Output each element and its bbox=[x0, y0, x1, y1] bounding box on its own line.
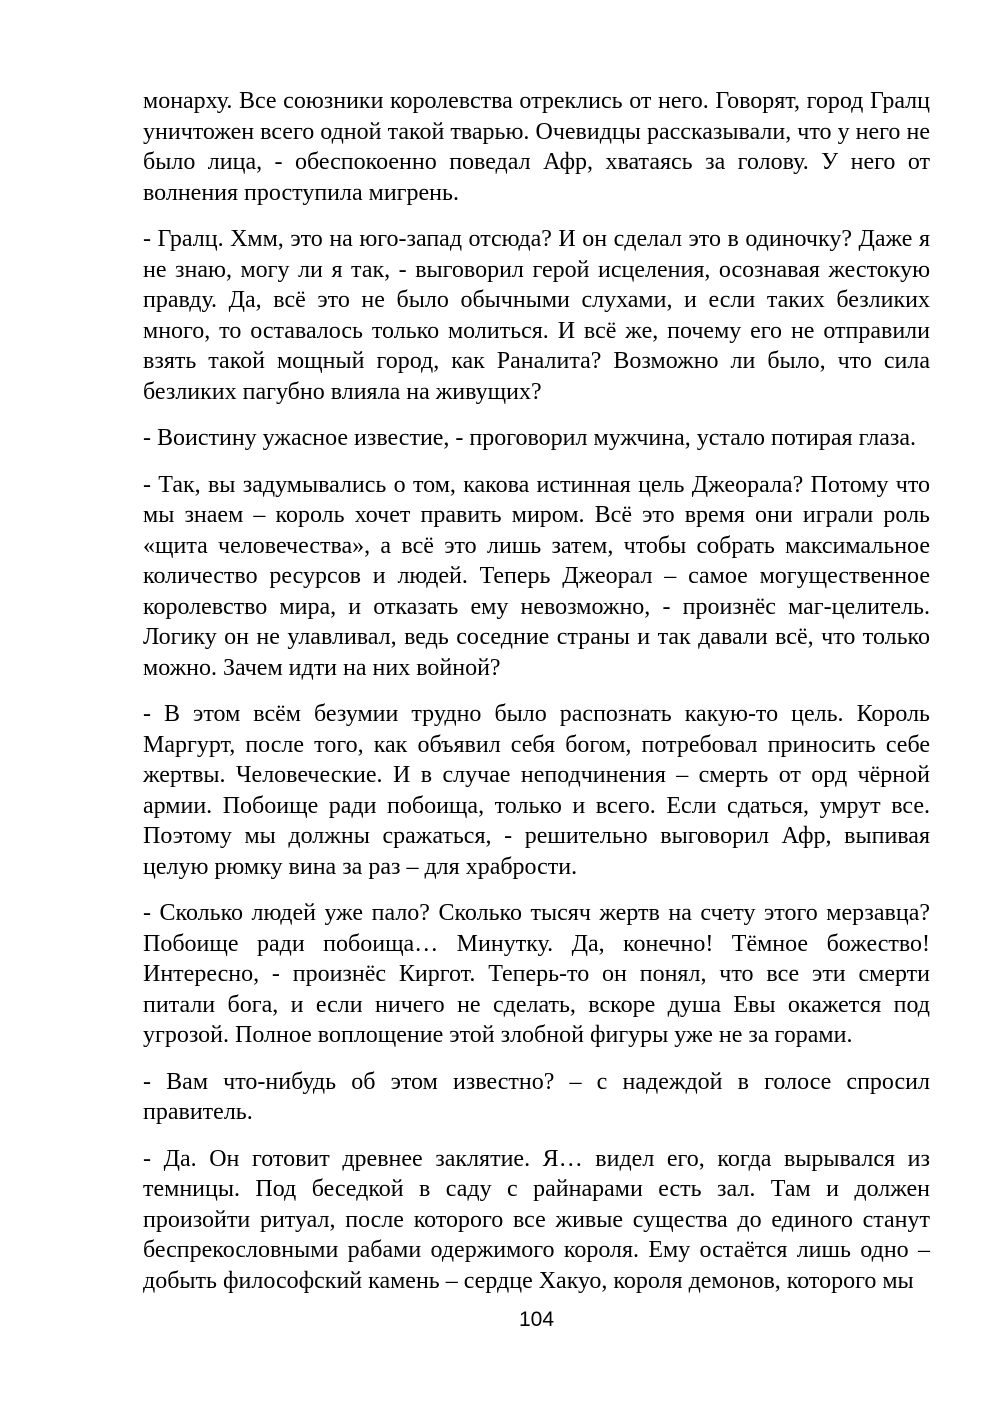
paragraph: - Сколько людей уже пало? Сколько тысяч жертв на счету этого мерзавца? Побоище ради побоища… Минутку. Да, конечно! Тёмное божество! Интересно, - произнёс Киргот. Теперь-то он понял, что все эти смерти питали бога, и если ничего не сделать, вскоре душа Евы окажется под угрозой. Полное воплощение этой злобной фигуры уже не за горами. bbox=[143, 900, 930, 1048]
paragraph: - Вам что-нибудь об этом известно? – с надеждой в голосе спросил правитель. bbox=[143, 1068, 930, 1125]
paragraph: - Воистину ужасное известие, - проговорил мужчина, устало потирая глаза. bbox=[143, 425, 916, 451]
paragraph: - Гралц. Хмм, это на юго-запад отсюда? И он сделал это в одиночку? Даже я не знаю, могу ли я так, - выговорил герой исцеления, осознавая жестокую правду. Да, всё это не было обычными слухами, и если таких безликих много, то оставалось только молиться. И всё же, почему его не отправили взять такой мощный город, как Раналита? Возможно ли было, что сила безликих пагубно влияла на живущих? bbox=[143, 226, 930, 405]
page-number: 104 bbox=[518, 1308, 555, 1331]
paragraph: - Да. Он готовит древнее заклятие. Я… видел его, когда вырывался из темницы. Под беседкой в саду с райнарами есть зал. Там и должен произойти ритуал, после которого все живые существа до единого станут беспрекословными рабами одержимого короля. Ему остаётся лишь одно – добыть философский камень – сердце Хакуо, короля демонов, которого мы bbox=[143, 1145, 930, 1294]
paragraph: монарху. Все союзники королевства отреклись от него. Говорят, город Гралц уничтожен всего одной такой тварью. Очевидцы рассказывали, что у него не было лица, - обеспокоенно поведал Афр, хватаясь за голову. У него от волнения проступила мигрень. bbox=[143, 88, 930, 206]
paragraph: - Так, вы задумывались о том, какова истинная цель Джеорала? Потому что мы знаем – король хочет править миром. Всё это время они играли роль «щита человечества», а всё это лишь затем, чтобы собрать максимальное количество ресурсов и людей. Теперь Джеорал – самое могущественное королевство мира, и отказать ему невозможно, - произнёс маг-целитель. Логику он не улавливал, ведь соседние страны и так давали всё, что только можно. Зачем идти на них войной? bbox=[143, 471, 930, 681]
paragraph: - В этом всём безумии трудно было распознать какую-то цель. Король Маргурт, после того, как объявил себя богом, потребовал приносить себе жертвы. Человеческие. И в случае неподчинения – смерть от орд чёрной армии. Побоище ради побоища, только и всего. Если сдаться, умрут все. Поэтому мы должны сражаться, - решительно выговорил Афр, выпивая целую рюмку вина за раз – для храбрости. bbox=[143, 701, 930, 880]
page-text-block bbox=[143, 86, 930, 1312]
